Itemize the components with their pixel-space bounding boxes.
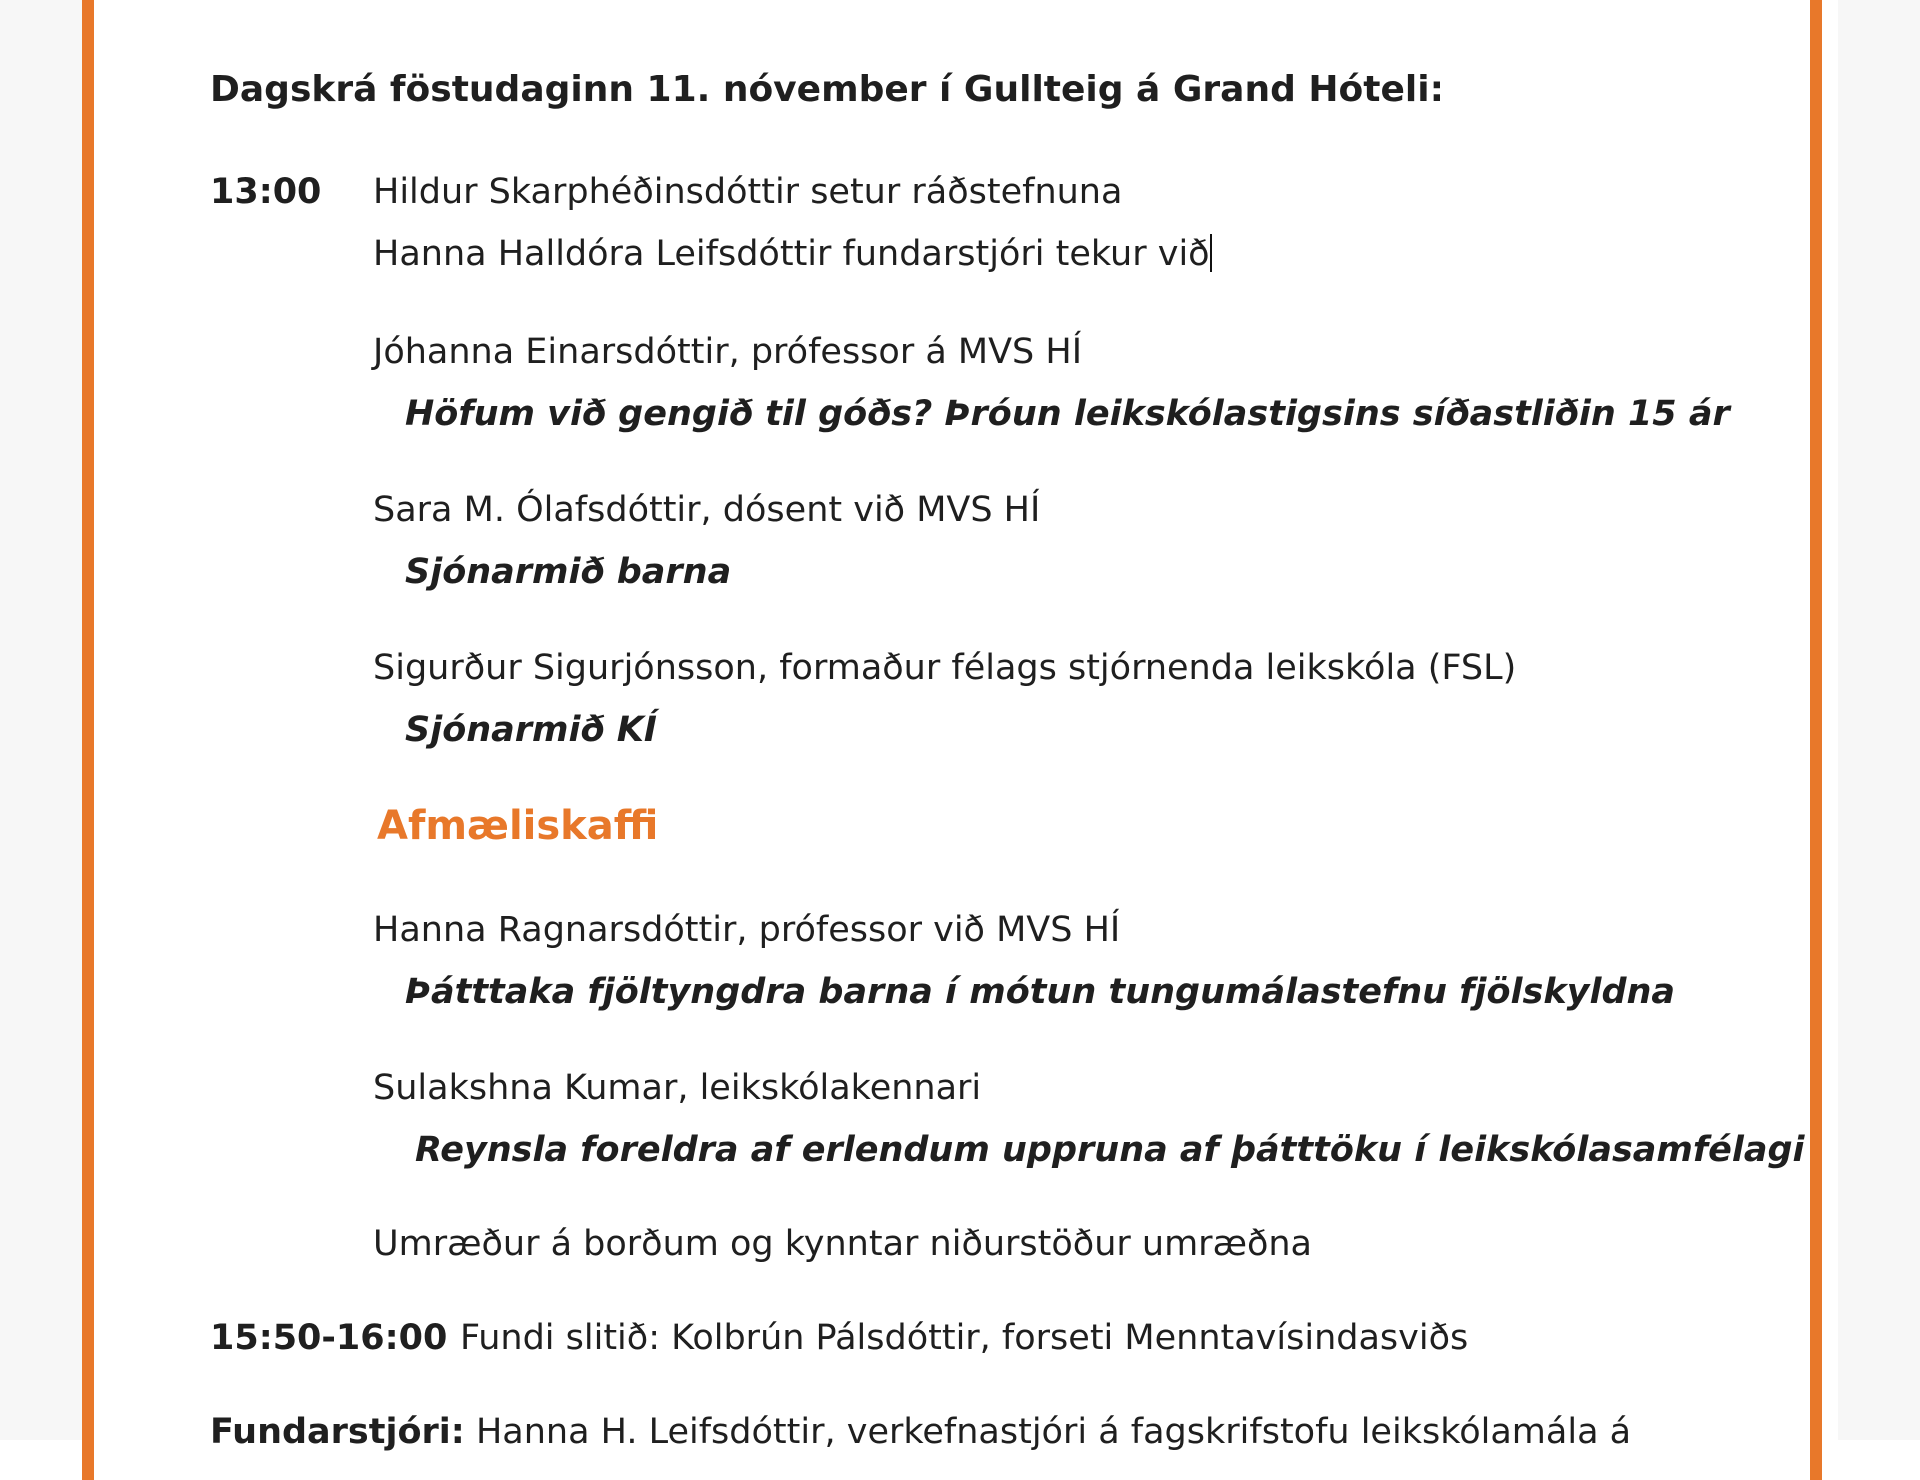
talk-4-title: Þátttaka fjöltyngdra barna í mótun tungumálastefnu fjölskyldna <box>405 972 1676 1012</box>
agenda-document <box>210 0 1805 1452</box>
footer-line <box>210 1410 1631 1454</box>
text-cursor <box>1210 234 1212 272</box>
agenda-heading: Dagskrá föstudaginn 11. nóvember í Gullteig á Grand Hóteli: <box>210 69 1444 110</box>
opening-line-2-text: Hanna Halldóra Leifsdóttir fundarstjóri tekur við <box>373 234 1210 274</box>
talk-4-speaker: Hanna Ragnarsdóttir, prófessor við MVS HÍ <box>373 910 1121 950</box>
footer-text: Hanna H. Leifsdóttir, verkefnastjóri á fagskrifstofu leikskólamála á <box>475 1412 1632 1452</box>
break-heading: Afmæliskaffi <box>377 803 659 849</box>
opening-time: 13:00 <box>210 172 322 212</box>
talk-1-speaker: Jóhanna Einarsdóttir, prófessor á MVS HÍ <box>373 332 1083 372</box>
talk-5-speaker: Sulakshna Kumar, leikskólakennari <box>373 1068 982 1108</box>
discussion-line: Umræður á borðum og kynntar niðurstöður umræðna <box>373 1224 1312 1264</box>
opening-line-2[interactable] <box>373 232 1212 276</box>
talk-5-title: Reynsla foreldra af erlendum uppruna af þátttöku í leikskólasamfélagi <box>415 1130 1805 1170</box>
talk-3-speaker: Sigurður Sigurjónsson, formaður félags stjórnenda leikskóla (FSL) <box>373 648 1517 688</box>
talk-2-speaker: Sara M. Ólafsdóttir, dósent við MVS HÍ <box>373 490 1041 530</box>
closing-time: 15:50-16:00 <box>210 1318 448 1358</box>
talk-3-title: Sjónarmið KÍ <box>405 710 657 750</box>
right-page-margin <box>1838 0 1920 1440</box>
closing-text: Fundi slitið: Kolbrún Pálsdóttir, forseti Menntavísindasviðs <box>460 1318 1469 1358</box>
footer-label: Fundarstjóri: <box>210 1412 465 1452</box>
opening-line-1: Hildur Skarphéðinsdóttir setur ráðstefnuna <box>373 172 1123 212</box>
talk-1-title: Höfum við gengið til góðs? Þróun leikskólastigsins síðastliðin 15 ár <box>405 394 1730 434</box>
left-page-margin <box>0 0 82 1440</box>
talk-2-title: Sjónarmið barna <box>405 552 732 592</box>
